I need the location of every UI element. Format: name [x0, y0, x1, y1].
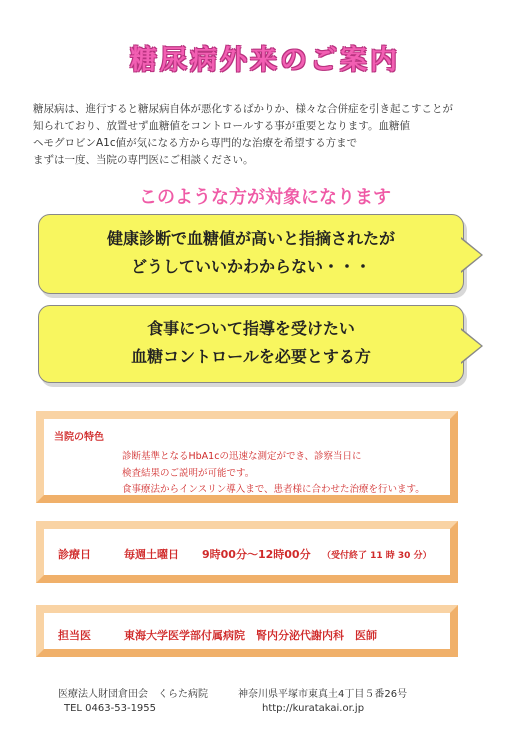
- callout-health-check: [38, 214, 464, 294]
- page-title: 糖尿病外来のご案内: [130, 45, 400, 76]
- feature-line: 検査結果のご説明が可能です。: [122, 468, 255, 479]
- intro-line: 糖尿病は、進行すると糖尿病自体が悪化するばかりか、様々な合併症を引き起こすことが: [33, 103, 453, 115]
- schedule-time: 9時00分～12時00分: [202, 548, 311, 561]
- schedule-label: 診療日: [58, 548, 91, 561]
- target-heading: このような方が対象になります: [139, 187, 391, 208]
- hospital-tel: TEL 0463-53-1955: [64, 703, 157, 714]
- doctor-value: 東海大学医学部付属病院 腎内分泌代謝内科 医師: [124, 629, 377, 642]
- schedule-note: [322, 548, 432, 561]
- schedule-note-text: （受付終了 11 時 30 分）: [322, 551, 432, 561]
- hospital-name: 医療法人財団倉田会 くらた病院: [58, 689, 208, 700]
- intro-line: まずは一度、当院の専門医にご相談ください。: [33, 154, 254, 166]
- doctor-label: 担当医: [58, 629, 91, 642]
- intro-text: [33, 101, 503, 169]
- features-label: 当院の特色: [54, 432, 104, 443]
- schedule-day: 毎週土曜日: [124, 548, 179, 561]
- intro-line: 知られており、放置せず血糖値をコントロールする事が重要となります。血糖値: [33, 120, 410, 132]
- callout-pointer: [461, 330, 481, 362]
- callout-pointer: [461, 239, 481, 271]
- callout-line: 食事について指導を受けたい: [147, 319, 355, 338]
- hospital-url[interactable]: http://kuratakai.or.jp: [262, 703, 365, 714]
- callout-line: 健康診断で血糖値が高いと指摘されたが: [106, 229, 395, 248]
- callout-diet-guidance: [38, 305, 464, 383]
- callout-line: 血糖コントロールを必要とする方: [131, 347, 371, 366]
- hospital-address: 神奈川県平塚市東真土4丁目５番26号: [238, 689, 408, 700]
- feature-line: 食事療法からインスリン導入まで、患者様に合わせた治療を行います。: [122, 484, 425, 495]
- feature-line: 診断基準となるHbA1cの迅速な測定ができ、診察当日に: [122, 451, 362, 462]
- callout-line: どうしていいかわからない・・・: [130, 257, 371, 276]
- intro-line: ヘモグロビンA1c値が気になる方から専門的な治療を希望する方まで: [33, 137, 358, 149]
